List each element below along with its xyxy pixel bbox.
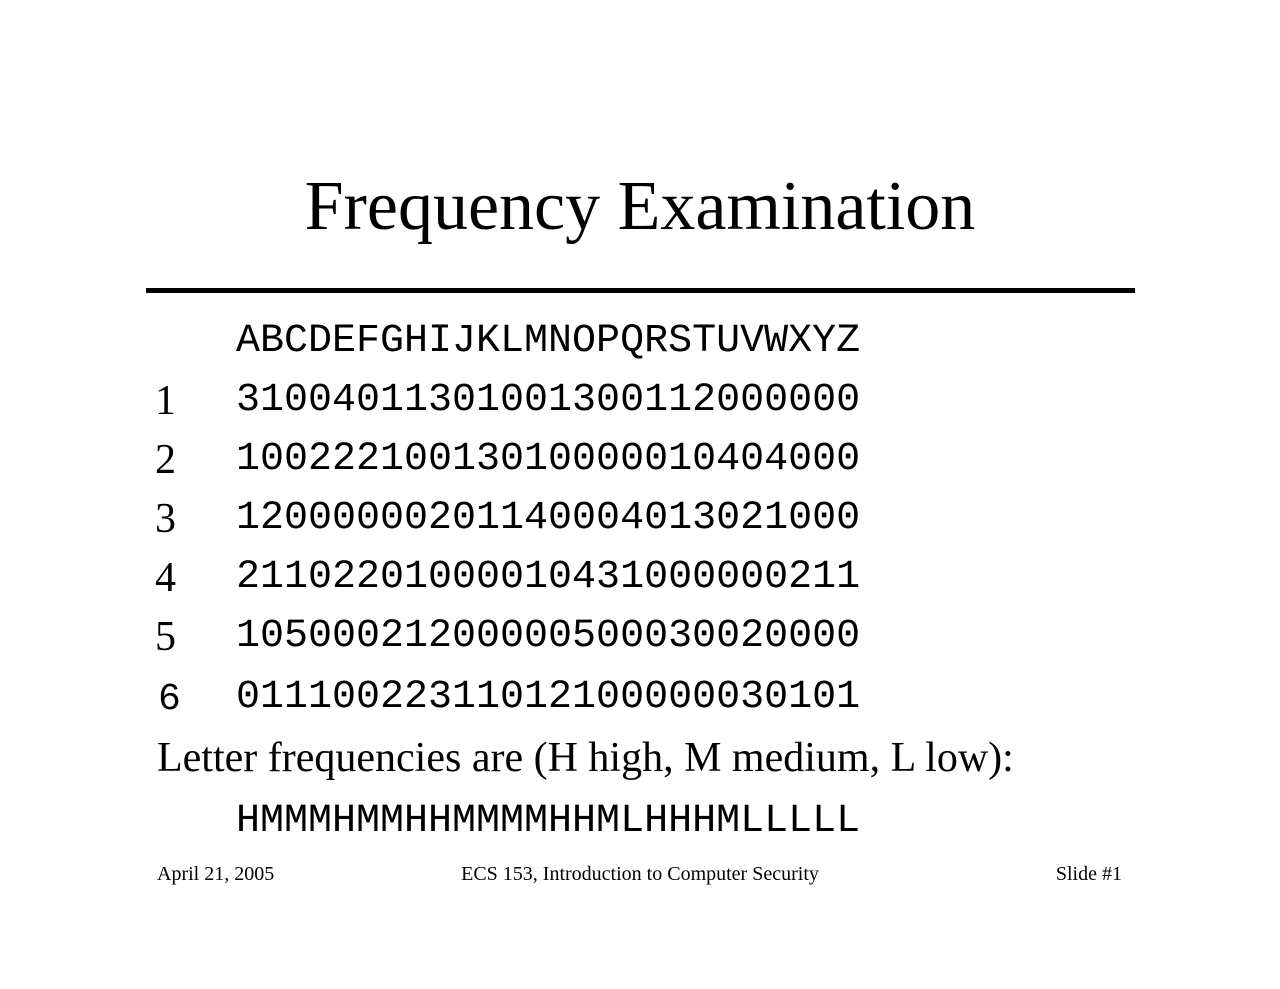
row-counts: 12000000201140004013021000 [236, 496, 861, 541]
row-counts: 01110022311012100000030101 [236, 675, 861, 720]
row-number: 1 [155, 378, 176, 424]
frequency-row [0, 375, 1280, 433]
footer-course: ECS 153, Introduction to Computer Security [461, 863, 819, 885]
row-counts: 10500021200000500030020000 [236, 614, 861, 659]
frequency-row [0, 672, 1280, 730]
frequency-row [0, 611, 1280, 669]
frequency-note: Letter frequencies are (H high, M medium, L low): [157, 735, 1014, 781]
frequency-row [0, 493, 1280, 551]
row-number: 2 [155, 437, 176, 483]
frequency-row [0, 552, 1280, 610]
row-counts: 10022210013010000010404000 [236, 437, 861, 482]
row-number: 6 [158, 678, 181, 721]
slide-title: Frequency Examination [304, 168, 976, 245]
frequency-pattern: HMMMHMMHHMMMMHHMLHHHMLLLLL [236, 799, 861, 844]
frequency-row [0, 434, 1280, 492]
footer-slide-number: Slide #1 [1055, 863, 1122, 885]
footer-date: April 21, 2005 [157, 863, 275, 885]
row-number: 4 [155, 555, 176, 601]
row-number: 3 [155, 496, 176, 542]
row-counts: 31004011301001300112000000 [236, 378, 861, 423]
row-number: 5 [155, 614, 176, 660]
row-counts: 21102201000010431000000211 [236, 555, 861, 600]
alphabet-header: ABCDEFGHIJKLMNOPQRSTUVWXYZ [236, 319, 861, 364]
title-divider [146, 288, 1135, 293]
